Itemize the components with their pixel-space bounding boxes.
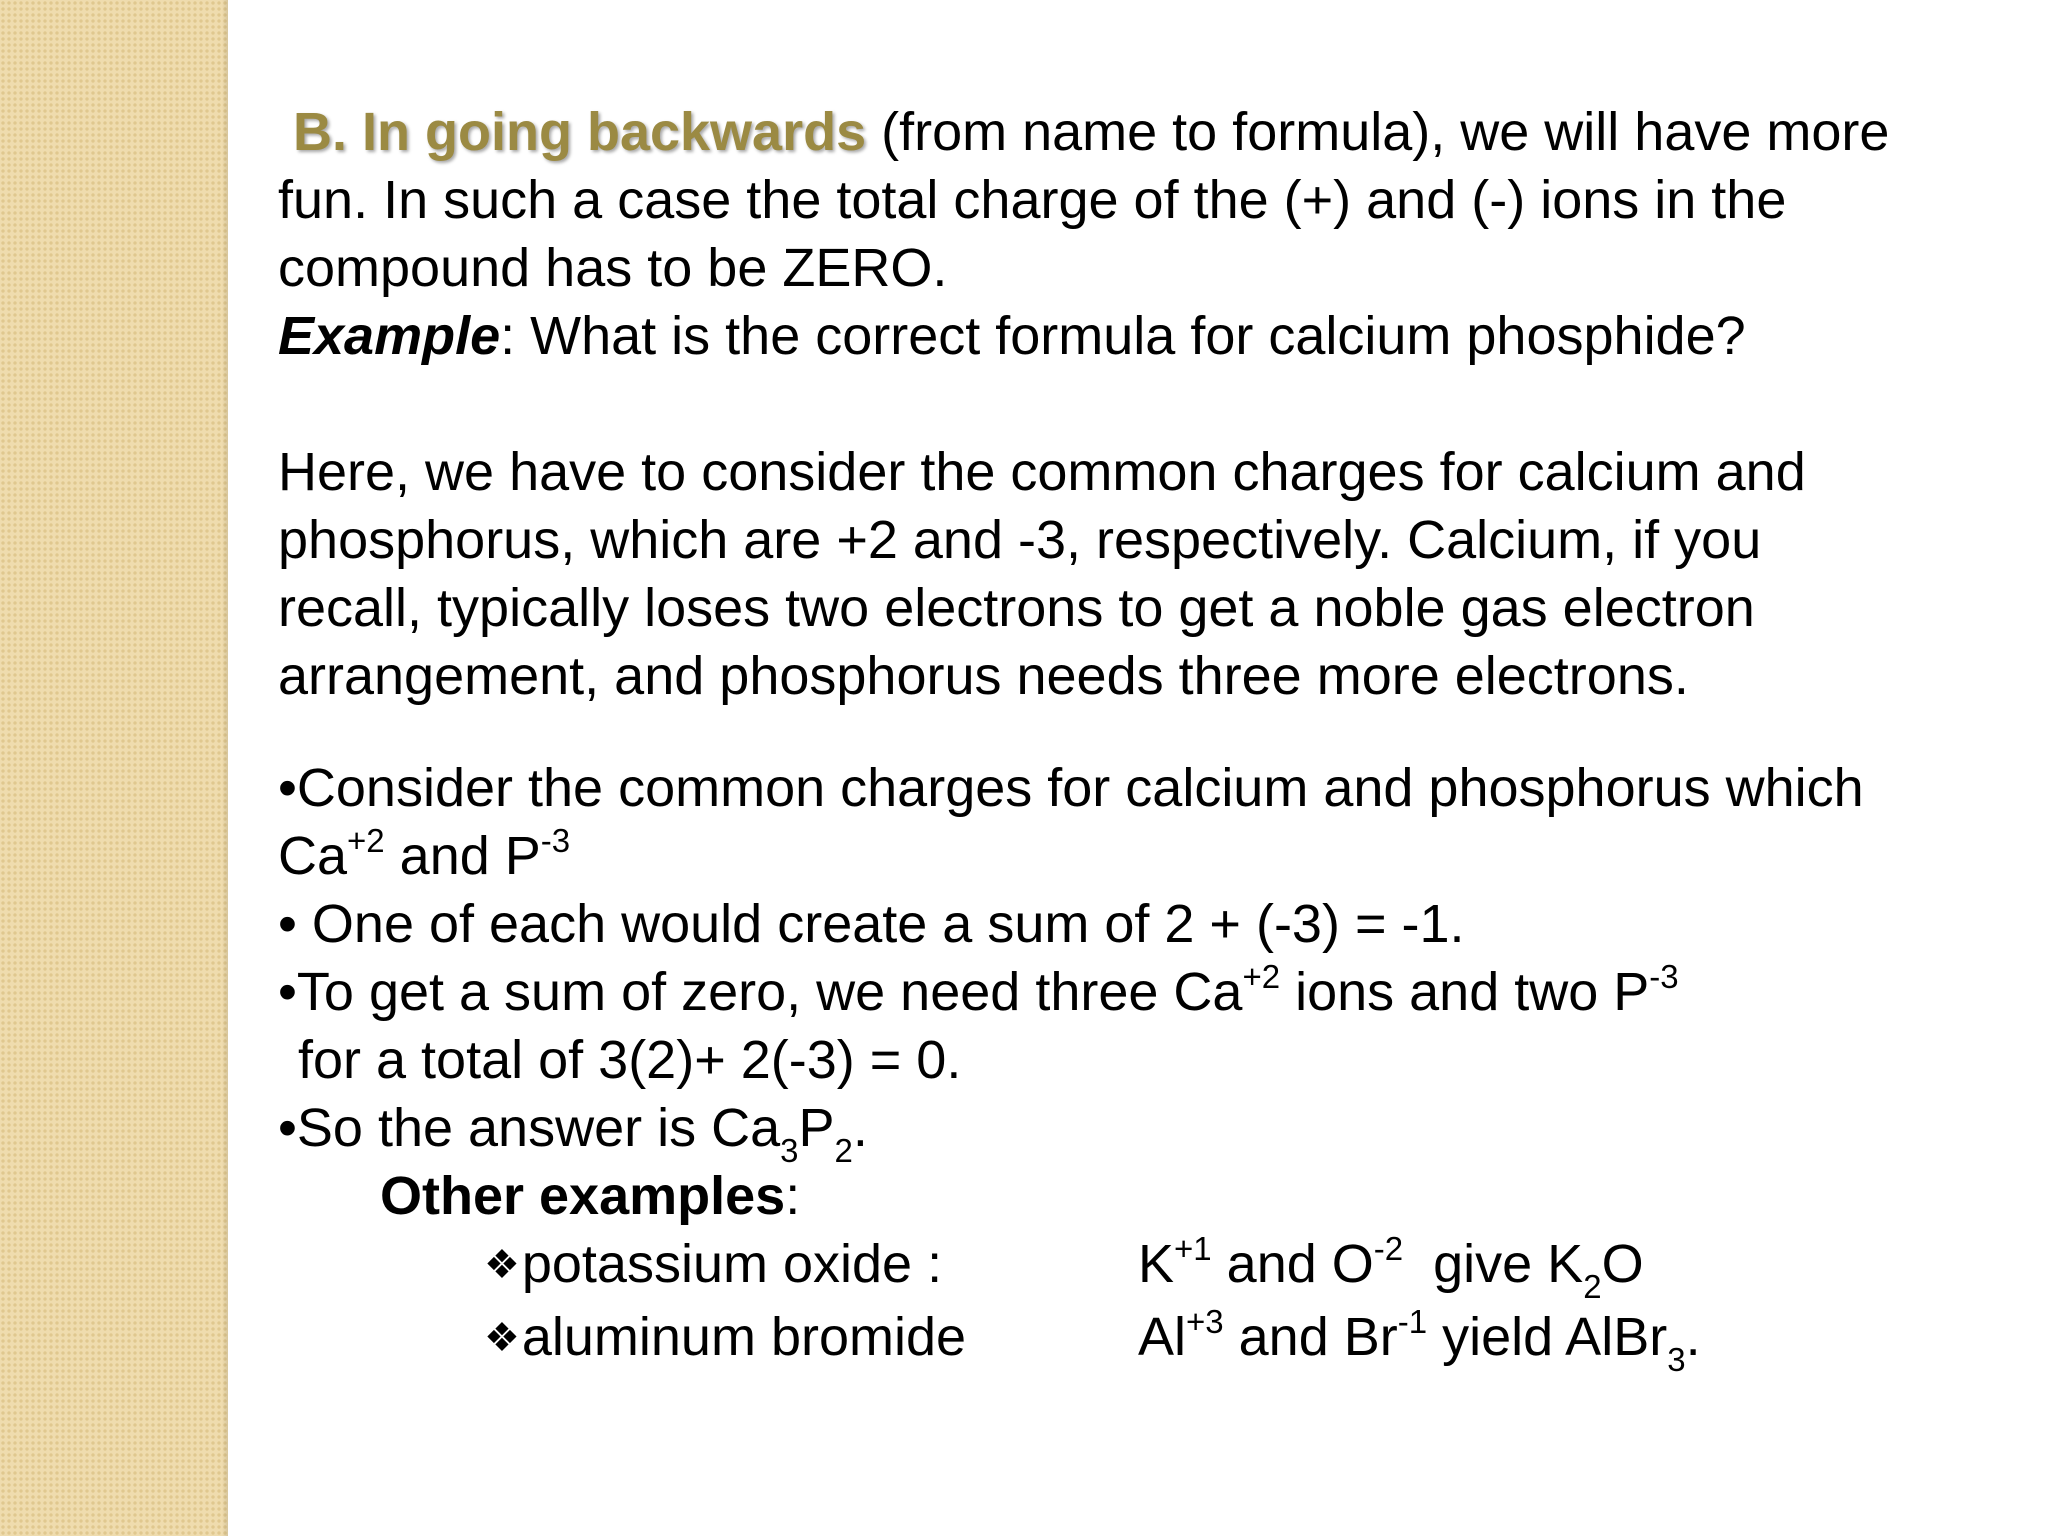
phosphorus-charge: -3 [1649, 958, 1679, 995]
explanation-line-2: phosphorus, which are +2 and -3, respectively. Calcium, if you [278, 510, 1762, 570]
ion-1-charge: +1 [1174, 1230, 1212, 1267]
ion-2: and Br [1223, 1307, 1398, 1367]
step-3-text-a: •To get a sum of zero, we need three Ca [278, 962, 1243, 1022]
step-2: • One of each would create a sum of 2 + (-3) = -1. [278, 894, 1465, 954]
diamond-bullet-icon: ❖ [484, 1243, 520, 1287]
step-1-line-1: •Consider the common charges for calcium and phosphorus which [278, 758, 1864, 818]
calcium-charge: +2 [1242, 958, 1281, 995]
example-text: : What is the correct formula for calcium phosphide? [500, 306, 1746, 366]
step-1-line-2 [278, 822, 2023, 890]
period: . [852, 1098, 868, 1158]
explanation-line-3: recall, typically loses two electrons to get a noble gas electron [278, 578, 1755, 638]
section-heading: B. In going backwards [293, 102, 867, 162]
ion-1: K [1138, 1234, 1175, 1294]
step-3-text-b: ions and two P [1280, 962, 1650, 1022]
answer-text: •So the answer is Ca [278, 1098, 781, 1158]
phosphorus-charge: -3 [540, 822, 571, 859]
ion-1: Al [1138, 1307, 1187, 1367]
subscript: 2 [834, 1131, 853, 1169]
spacer [278, 370, 2023, 438]
step-3-line-2: for a total of 3(2)+ 2(-3) = 0. [298, 1030, 962, 1090]
result-text: yield AlBr [1427, 1307, 1668, 1367]
result-text: give K [1403, 1234, 1584, 1294]
calcium-charge: +2 [347, 822, 385, 859]
explanation-line-1: Here, we have to consider the common charges for calcium and [278, 442, 1806, 502]
subscript: 3 [780, 1131, 799, 1169]
compound-name: aluminum bromide [521, 1307, 967, 1367]
step-3-line-1 [278, 958, 2023, 1026]
phosphorus-symbol: P [798, 1098, 835, 1158]
subscript: 3 [1667, 1340, 1686, 1378]
intro-line-1 [278, 98, 2023, 166]
compound-formula [1138, 1303, 1701, 1378]
phosphorus-symbol: and P [384, 826, 541, 886]
ion-2: and O [1211, 1234, 1374, 1294]
example-question [278, 302, 2023, 370]
explanation-line-4: arrangement, and phosphorus needs three more electrons. [278, 646, 1689, 706]
compound-formula [1138, 1230, 1644, 1305]
example-label: Example [278, 306, 501, 366]
intro-text: (from name to formula), we will have more [866, 102, 1890, 162]
slide-content [278, 98, 2023, 1376]
ion-1-charge: +3 [1186, 1303, 1224, 1340]
subscript: 2 [1583, 1267, 1602, 1305]
example-row-aluminum-bromide [484, 1303, 2023, 1376]
intro-line-3: compound has to be ZERO. [278, 238, 948, 298]
calcium-symbol: Ca [278, 826, 348, 886]
result-tail: . [1685, 1307, 1701, 1367]
diamond-bullet-icon: ❖ [484, 1316, 520, 1360]
step-4-answer [278, 1094, 2023, 1169]
other-examples-heading [380, 1162, 2023, 1230]
ion-2-charge: -2 [1373, 1230, 1404, 1267]
example-row-potassium-oxide [484, 1230, 2023, 1303]
colon: : [785, 1166, 801, 1226]
other-examples-label: Other examples [380, 1166, 786, 1226]
compound-name: potassium oxide : [521, 1234, 943, 1294]
result-tail: O [1601, 1234, 1644, 1294]
intro-line-2: fun. In such a case the total charge of the (+) and (-) ions in the [278, 170, 1787, 230]
spacer [278, 710, 2023, 754]
decorative-side-strip [0, 0, 228, 1536]
ion-2-charge: -1 [1397, 1303, 1428, 1340]
